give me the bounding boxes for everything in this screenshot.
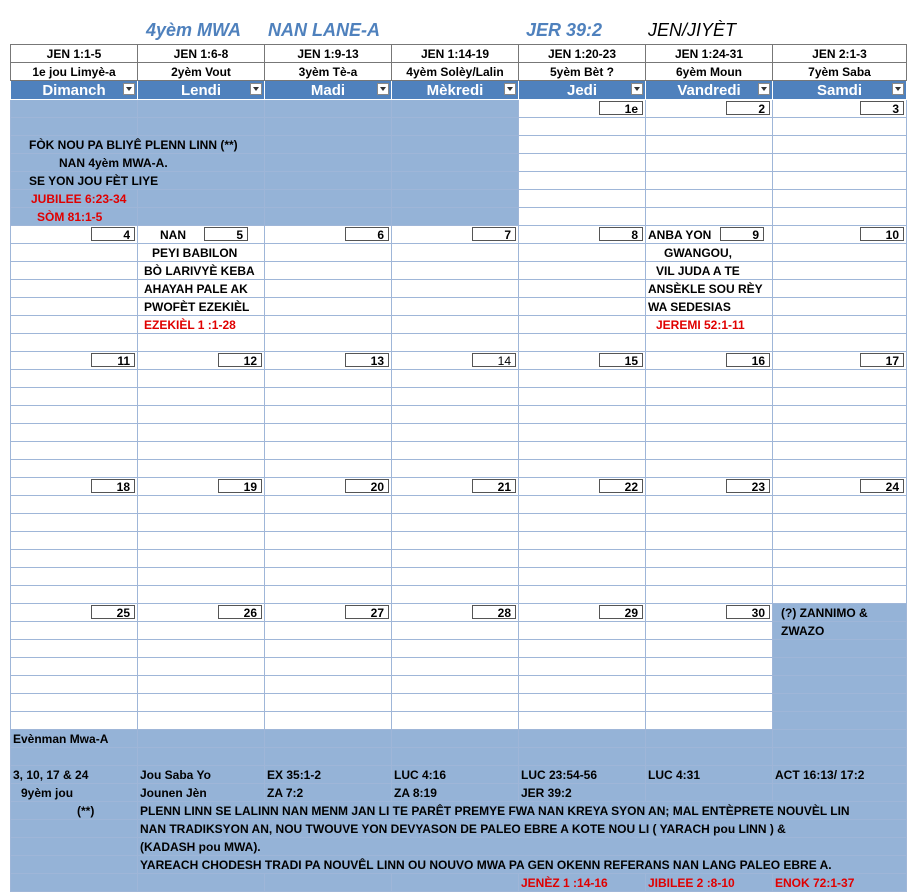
header-label: Vandredi [677, 81, 741, 99]
filter-dropdown-icon[interactable] [631, 83, 643, 95]
week3-row [11, 352, 907, 370]
date-cell[interactable] [392, 226, 519, 244]
header-label: Mèkredi [426, 81, 484, 99]
header-vandredi[interactable] [646, 81, 773, 100]
date-badge: 25 [91, 605, 135, 619]
header-label: Samdi [816, 81, 862, 99]
date-cell[interactable] [392, 352, 519, 370]
calendar-grid [10, 44, 907, 892]
event-cell: 9yèm jou [11, 784, 138, 802]
scripture-ref: EZEKIÈL 1 :1-28 [138, 316, 265, 334]
date-badge: 19 [218, 479, 262, 493]
date-cell[interactable] [773, 100, 907, 118]
date-cell[interactable] [392, 478, 519, 496]
creation-day: 1e jou Limyè-a [11, 63, 138, 81]
date-cell[interactable] [11, 478, 138, 496]
event-cell: Jounen Jèn [138, 784, 265, 802]
date-badge: 12 [218, 353, 262, 367]
scripture-ref: JENÈZ 1 :14-16 [519, 874, 646, 892]
creation-day-row [11, 63, 907, 81]
events-label: Evènman Mwa-A [11, 730, 138, 748]
event-cell: ZA 7:2 [265, 784, 392, 802]
event-cell: LUC 4:31 [646, 766, 773, 784]
date-cell[interactable] [646, 478, 773, 496]
date-cell[interactable] [519, 226, 646, 244]
scripture-ref: ENOK 72:1-37 [773, 874, 907, 892]
date-cell[interactable] [773, 226, 907, 244]
weekday-header-row [11, 81, 907, 100]
date-cell[interactable] [519, 478, 646, 496]
date-badge: 24 [860, 479, 904, 493]
date-cell[interactable] [138, 352, 265, 370]
scripture-ref: JUBILEE 6:23-34 [11, 190, 138, 208]
creation-day: 3yèm Tè-a [265, 63, 392, 81]
date-badge: 3 [860, 101, 904, 115]
date-badge: 5 [204, 227, 248, 241]
event-cell: LUC 23:54-56 [519, 766, 646, 784]
note-line: SE YON JOU FÈT LIYE [11, 172, 265, 190]
header-samdi[interactable] [773, 81, 907, 100]
week4-row [11, 478, 907, 496]
filter-dropdown-icon[interactable] [250, 83, 262, 95]
filter-dropdown-icon[interactable] [504, 83, 516, 95]
footnote-line: PLENN LINN SE LALINN NAN MENM JAN LI TE PARÊT PREMYE FWA NAN KREYA SYON AN; MAL ENTÈPRETE NOUVÈL LIN [138, 802, 907, 820]
filter-dropdown-icon[interactable] [892, 83, 904, 95]
date-cell[interactable] [773, 478, 907, 496]
note-line: FÒK NOU PA BLIYÊ PLENN LINN (**) [11, 136, 265, 154]
ref-cell: JEN 1:6-8 [138, 45, 265, 63]
date-badge: 8 [599, 227, 643, 241]
date-cell[interactable] [519, 604, 646, 622]
ref-cell: JEN 1:20-23 [519, 45, 646, 63]
header-mekredi[interactable] [392, 81, 519, 100]
header-lendi[interactable] [138, 81, 265, 100]
filter-dropdown-icon[interactable] [758, 83, 770, 95]
date-badge: 22 [599, 479, 643, 493]
date-badge: 9 [720, 227, 764, 241]
date-cell[interactable] [265, 478, 392, 496]
date-badge: 23 [726, 479, 770, 493]
scripture-ref: SÒM 81:1-5 [11, 208, 138, 226]
date-cell[interactable] [646, 226, 773, 244]
date-badge: 14 [472, 353, 516, 367]
note-line: NAN 4yèm MWA-A. [11, 154, 265, 172]
note-line: ANSÈKLE SOU RÈY [646, 280, 773, 298]
note-word: NAN [160, 228, 186, 242]
header-madi[interactable] [265, 81, 392, 100]
note-line: BÒ LARIVYÈ KEBA [138, 262, 265, 280]
date-cell[interactable] [11, 352, 138, 370]
note-line: VIL JUDA A TE [646, 262, 773, 280]
scripture-ref: JIBILEE 2 :8-10 [646, 874, 773, 892]
note-line: ZWAZO [773, 622, 907, 640]
date-cell[interactable] [265, 604, 392, 622]
date-badge: 15 [599, 353, 643, 367]
date-badge: 18 [91, 479, 135, 493]
ref-cell: JEN 1:14-19 [392, 45, 519, 63]
header-label: Lendi [181, 81, 221, 99]
date-cell[interactable] [646, 100, 773, 118]
note-line: PWOFÈT EZEKIÈL [138, 298, 265, 316]
month-title: 4yèm MWA [146, 20, 242, 40]
date-badge: 21 [472, 479, 516, 493]
ref-cell: JEN 2:1-3 [773, 45, 907, 63]
note-line: AHAYAH PALE AK [138, 280, 265, 298]
season-title: JEN/JIYÈT [648, 20, 737, 40]
footnote-line: NAN TRADIKSYON AN, NOU TWOUVE YON DEVYASON DE PALEO EBRE A KOTE NOU LI ( YARACH pou LINN ) & [138, 820, 907, 838]
date-badge: 26 [218, 605, 262, 619]
date-badge: 13 [345, 353, 389, 367]
date-badge: 7 [472, 227, 516, 241]
footnote-line: YAREACH CHODESH TRADI PA NOUVÊL LINN OU NOUVO MWA PA GEN OKENN REFERANS NAN LANG PALEO EBRE A. [138, 856, 907, 874]
date-cell[interactable] [265, 352, 392, 370]
date-cell[interactable] [773, 352, 907, 370]
note-line: (?) ZANNIMO & [773, 604, 907, 622]
event-cell: JER 39:2 [519, 784, 646, 802]
footnote-mark: (**) [11, 802, 138, 820]
filter-dropdown-icon[interactable] [377, 83, 389, 95]
date-cell[interactable] [138, 478, 265, 496]
creation-day: 2yèm Vout [138, 63, 265, 81]
scripture-row [11, 45, 907, 63]
date-badge: 4 [91, 227, 135, 241]
date-badge: 10 [860, 227, 904, 241]
title-bar [10, 0, 906, 44]
event-cell: ACT 16:13/ 17:2 [773, 766, 907, 784]
date-cell[interactable] [519, 100, 646, 118]
event-cell: Jou Saba Yo [138, 766, 265, 784]
date-cell[interactable] [138, 604, 265, 622]
week1-row [11, 100, 907, 118]
date-badge: 30 [726, 605, 770, 619]
filter-dropdown-icon[interactable] [123, 83, 135, 95]
creation-day: 6yèm Moun [646, 63, 773, 81]
footnote-line: (KADASH pou MWA). [138, 838, 907, 856]
date-badge: 29 [599, 605, 643, 619]
date-cell[interactable] [646, 352, 773, 370]
header-dimanch[interactable] [11, 81, 138, 100]
date-badge: 16 [726, 353, 770, 367]
date-badge: 1e [599, 101, 643, 115]
date-cell[interactable] [392, 604, 519, 622]
note-line: GWANGOU, [646, 244, 773, 262]
date-cell[interactable] [138, 226, 265, 244]
verse-title: JER 39:2 [526, 20, 603, 40]
date-badge: 20 [345, 479, 389, 493]
date-badge: 28 [472, 605, 516, 619]
date-badge: 6 [345, 227, 389, 241]
date-cell[interactable] [11, 604, 138, 622]
note-line: WA SEDESIAS [646, 298, 773, 316]
event-cell: 3, 10, 17 & 24 [11, 766, 138, 784]
note-line: PEYI BABILON [138, 244, 265, 262]
date-badge: 2 [726, 101, 770, 115]
date-badge: 27 [345, 605, 389, 619]
event-cell: LUC 4:16 [392, 766, 519, 784]
event-cell: ZA 8:19 [392, 784, 519, 802]
ref-cell: JEN 1:1-5 [11, 45, 138, 63]
creation-day: 7yèm Saba [773, 63, 907, 81]
header-label: Madi [310, 81, 346, 99]
date-badge: 11 [91, 353, 135, 367]
date-cell[interactable] [646, 604, 773, 622]
header-jedi[interactable] [519, 81, 646, 100]
scripture-ref: JEREMI 52:1-11 [646, 316, 773, 334]
ref-cell: JEN 1:24-31 [646, 45, 773, 63]
week5-row [11, 604, 907, 622]
event-cell: EX 35:1-2 [265, 766, 392, 784]
date-badge: 17 [860, 353, 904, 367]
date-cell[interactable] [265, 226, 392, 244]
header-label: Jedi [566, 81, 597, 99]
date-cell[interactable] [11, 226, 138, 244]
creation-day: 5yèm Bèt ? [519, 63, 646, 81]
week2-row [11, 226, 907, 244]
header-label: Dimanch [42, 81, 106, 99]
note-word: ANBA YON [648, 228, 712, 242]
month-name: NAN LANE-A [268, 20, 380, 40]
ref-cell: JEN 1:9-13 [265, 45, 392, 63]
date-cell[interactable] [519, 352, 646, 370]
creation-day: 4yèm Solèy/Lalin [392, 63, 519, 81]
